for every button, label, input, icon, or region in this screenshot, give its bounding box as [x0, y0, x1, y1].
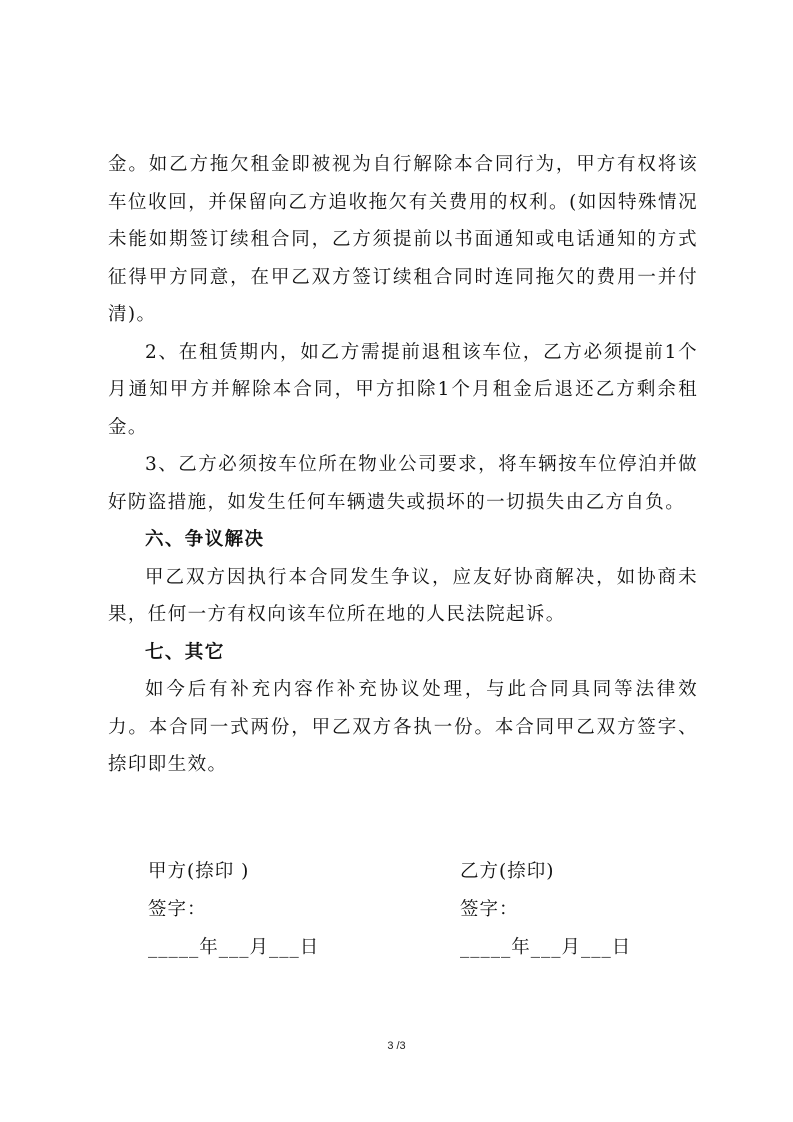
contract-body: [108, 146, 698, 784]
clause-paragraph-rent-arrears: 金。如乙方拖欠租金即被视为自行解除本合同行为，甲方有权将该车位收回，并保留向乙方追收拖欠有关费用的权利。(如因特殊情况未能如期签订续租合同，乙方须提前以书面通知或电话通知的方式征得甲方同意，在甲乙双方签订续租合同时连同拖欠的费用一并付清)。: [108, 154, 698, 325]
signature-block-party-a: [148, 853, 319, 967]
party-b-sign-label: 签字：: [460, 899, 519, 920]
party-b-date-line: _____年___月___日: [460, 937, 632, 958]
party-a-sign-label: 签字：: [148, 899, 207, 920]
party-a-date-line: _____年___月___日: [148, 937, 320, 958]
clause-paragraph-parking-safety: 3、乙方必须按车位所在物业公司要求，将车辆按车位停泊并做好防盗措施，如发生任何车辆遗失或损坏的一切损失由乙方自负。: [108, 454, 698, 513]
section-heading-other: 七、其它: [145, 641, 225, 663]
party-b-label: 乙方(捺印): [460, 861, 555, 882]
party-a-label: 甲方(捺印 ): [148, 861, 250, 882]
clause-paragraph-other: 如今后有补充内容作补充协议处理，与此合同具同等法律效力。本合同一式两份，甲乙双方各执一份。本合同甲乙双方签字、捺印即生效。: [108, 679, 698, 775]
page-number: 3 /3: [387, 1040, 406, 1052]
signature-block-party-b: [460, 853, 631, 967]
clause-paragraph-dispute: 甲乙双方因执行本合同发生争议，应友好协商解决，如协商未果，任何一方有权向该车位所在地的人民法院起诉。: [108, 566, 698, 625]
clause-paragraph-early-termination: 2、在租赁期内，如乙方需提前退租该车位，乙方必须提前1个月通知甲方并解除本合同，甲方扣除1个月租金后退还乙方剩余租金。: [108, 341, 698, 438]
section-heading-dispute: 六、争议解决: [145, 529, 265, 550]
